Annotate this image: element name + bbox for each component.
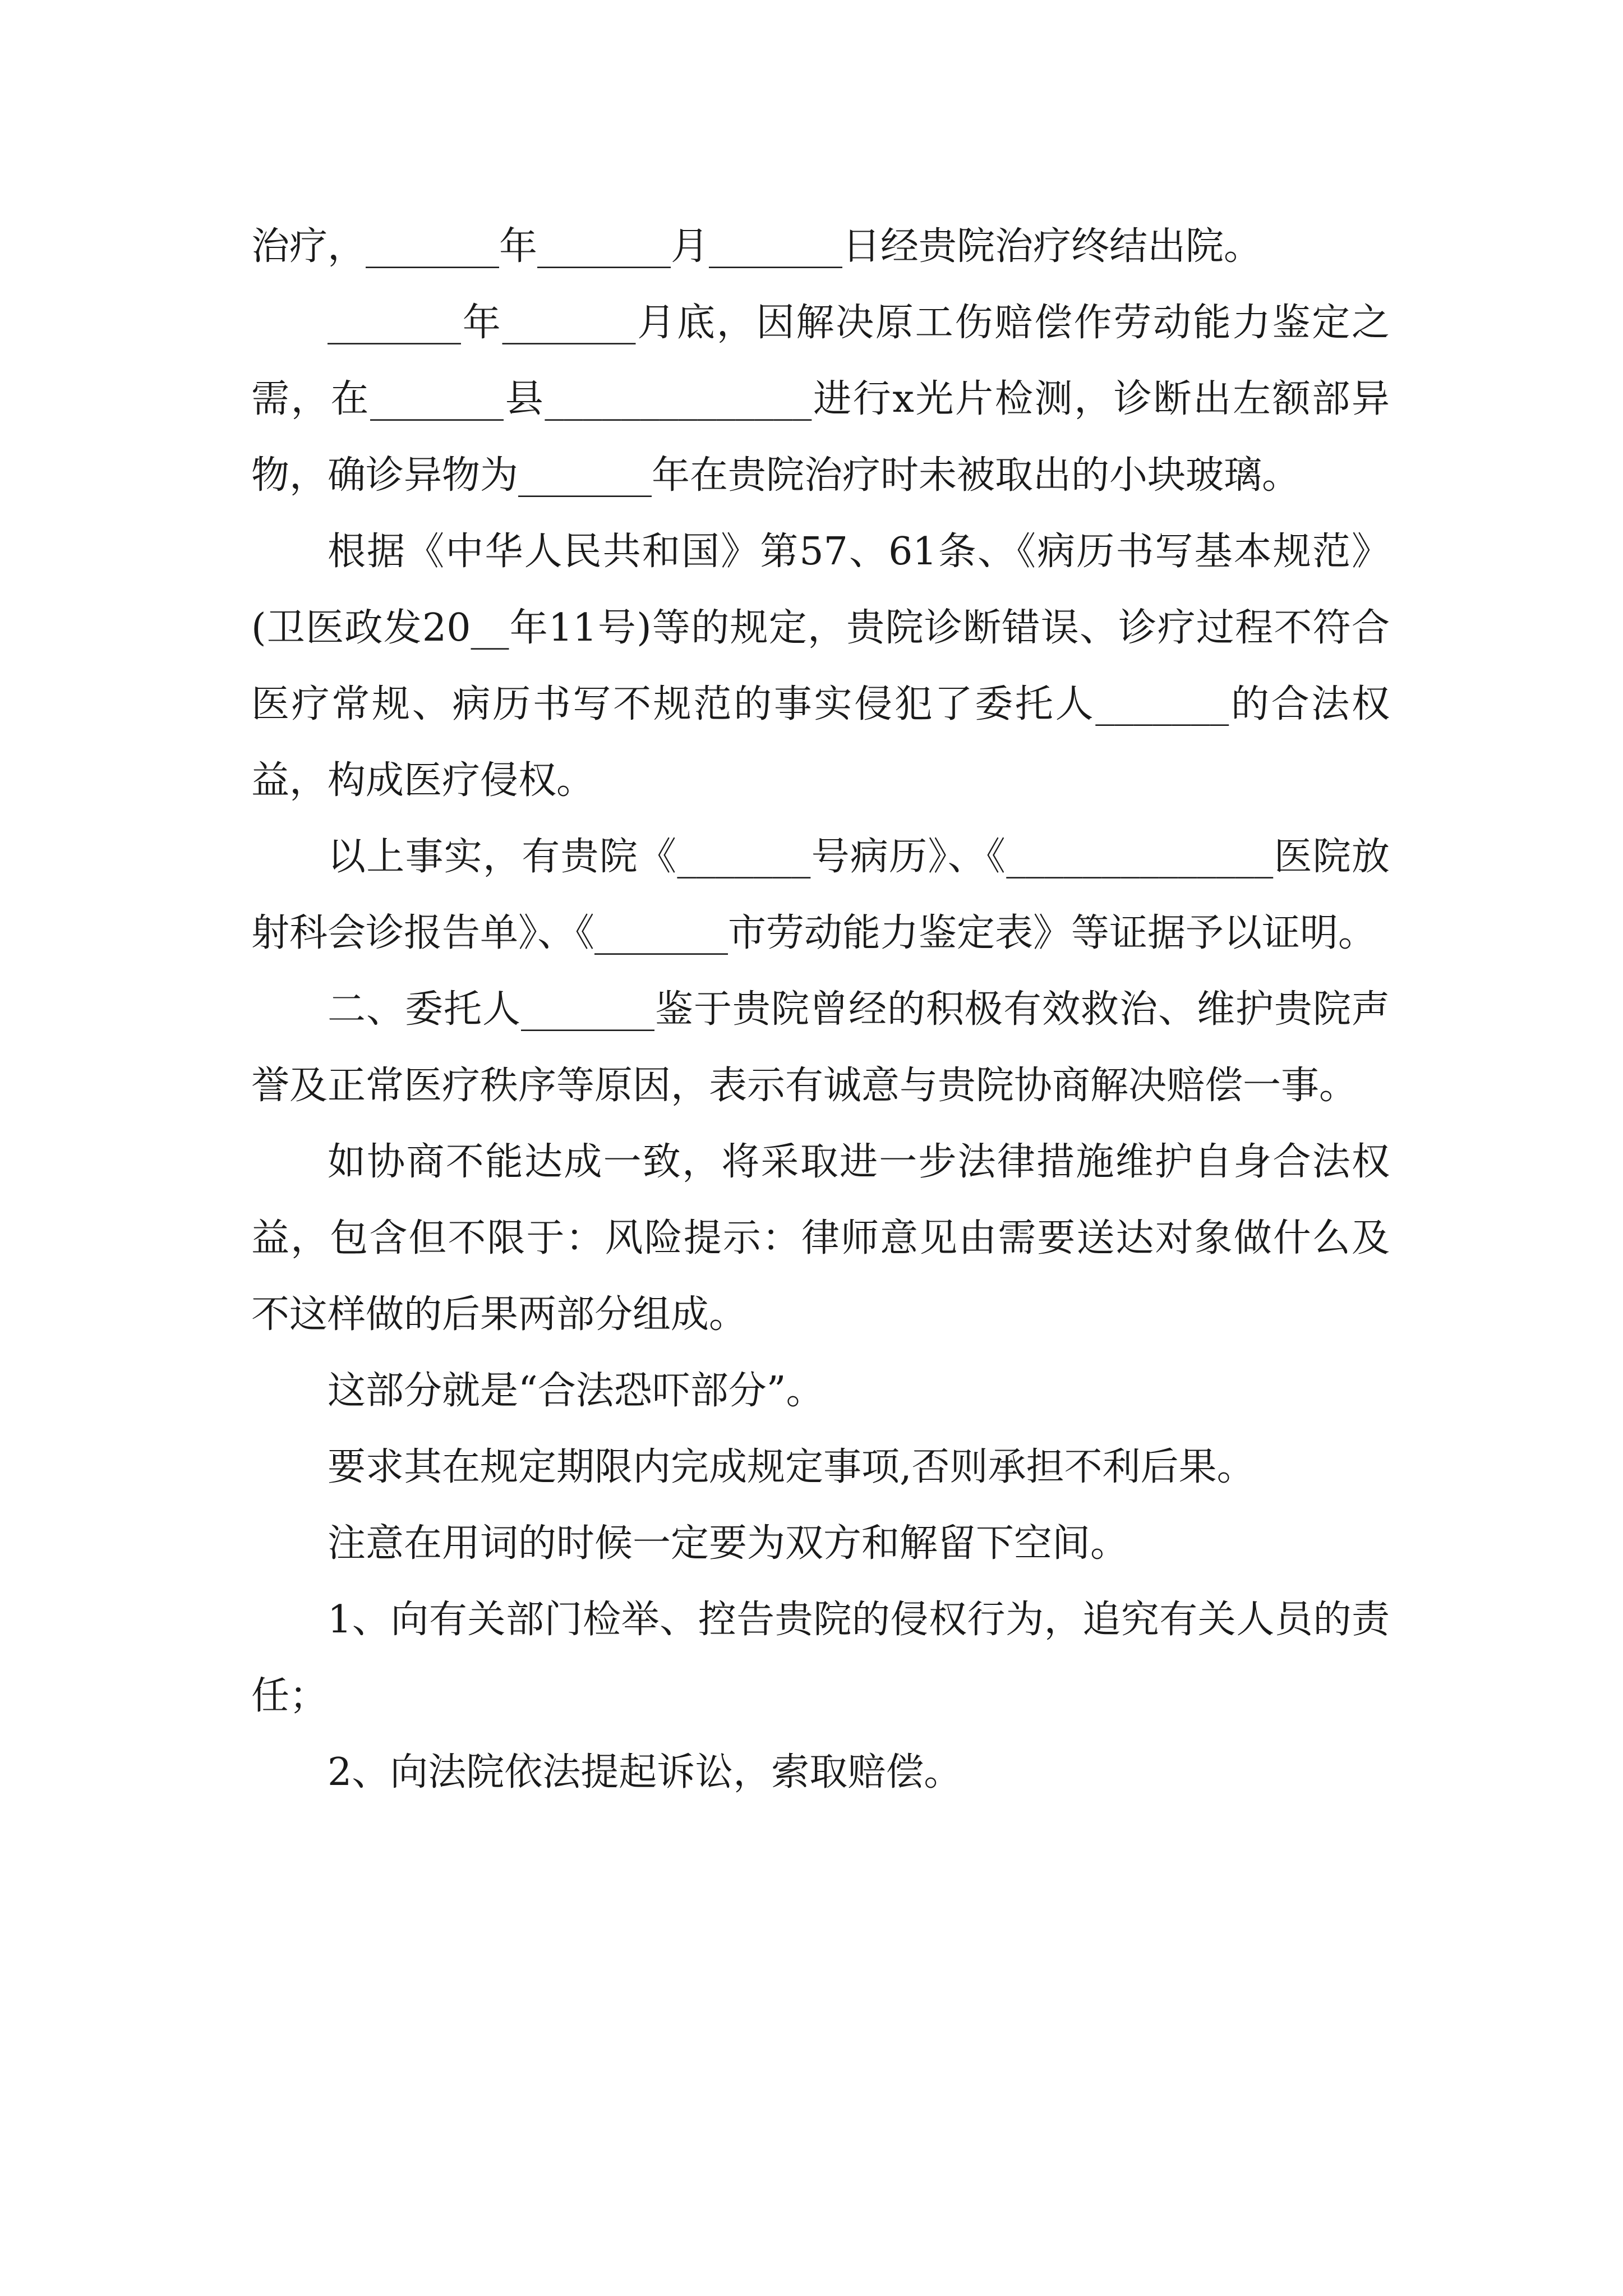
paragraph-xray-finding: _______年_______月底，因解决原工伤赔偿作劳动能力鉴定之需，在_______县______________进行x光片检测，诊断出左额部异物，确诊异物为_______年在贵院治疗时未被取出的小块玻璃。 xyxy=(251,301,1390,498)
paragraph-legal-basis: 根据《中华人民共和国》第57、61条、《病历书写基本规范》(卫医政发20__年11号)等的规定，贵院诊断错误、诊疗过程不符合医疗常规、病历书写不规范的事实侵犯了委托人_______的合法权益，构成医疗侵权。 xyxy=(251,530,1390,803)
list-item-report: 1、向有关部门检举、控告贵院的侵权行为，追究有关人员的责任； xyxy=(251,1598,1390,1718)
paragraph-section-two: 二、委托人_______鉴于贵院曾经的积极有效救治、维护贵院声誉及正常医疗秩序等原因，表示有诚意与贵院协商解决赔偿一事。 xyxy=(251,987,1390,1108)
paragraph-note-warning: 这部分就是“合法恐吓部分”。 xyxy=(328,1369,824,1413)
paragraph-treatment-discharge: 治疗，_______年_______月_______日经贵院治疗终结出院。 xyxy=(251,224,1262,269)
paragraph-note-wording: 注意在用词的时候一定要为双方和解留下空间。 xyxy=(328,1521,1129,1566)
paragraph-evidence: 以上事实，有贵院《_______号病历》、《______________医院放射科会诊报告单》、《_______市劳动能力鉴定表》等证据予以证明。 xyxy=(251,835,1390,955)
paragraph-further-measures: 如协商不能达成一致，将采取进一步法律措施维护自身合法权益，包含但不限于：风险提示：律师意见由需要送达对象做什么及不这样做的后果两部分组成。 xyxy=(251,1140,1390,1337)
document-body xyxy=(251,209,1390,1811)
paragraph-note-deadline: 要求其在规定期限内完成规定事项,否则承担不利后果。 xyxy=(328,1445,1255,1489)
list-item-lawsuit: 2、向法院依法提起诉讼，索取赔偿。 xyxy=(328,1750,962,1795)
